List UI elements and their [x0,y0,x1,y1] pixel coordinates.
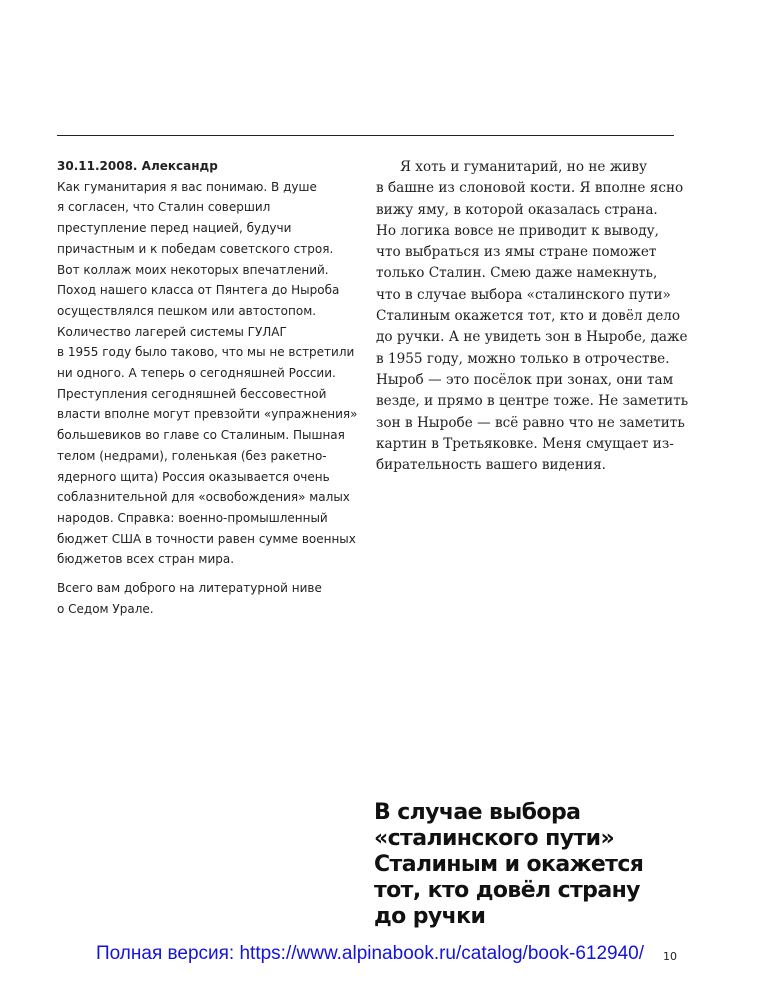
closing-line: Всего вам доброго на литературной ниве [57,581,322,596]
letter-line: бюджетов всех стран мира. [57,552,235,567]
pull-quote-line: до ручки [374,904,486,929]
reply-line: Сталиным окажется тот, кто и довёл дело [376,308,681,325]
reply-line: до ручки. А не увидеть зон в Ныробе, даже [376,329,688,346]
top-divider [57,135,674,136]
reply-line: Но логика вовсе не приводит к выводу, [376,222,659,239]
letter-line: Вот коллаж моих некоторых впечатлений. [57,262,329,277]
reply-line: что в случае выбора «сталинского пути» [376,286,671,303]
pull-quote [374,800,674,930]
reply-line: что выбраться из ямы стране поможет [376,244,657,261]
pull-quote-line: «сталинского пути» [374,826,615,851]
letter-line: в 1955 году было таково, что мы не встретили [57,345,355,360]
pull-quote-line: В случае выбора [374,800,581,825]
reply-line: в 1955 году, можно только в отрочестве. [376,350,670,367]
letter-line: осуществлялся пешком или автостопом. [57,303,317,318]
reply-line: зон в Ныробе — всё равно что не заметить [376,414,685,431]
letter-line: телом (недрами), голенькая (без ракетно- [57,448,327,463]
letter-line: ядерного щита) Россия оказывается очень [57,469,330,484]
letter-line: я согласен, что Сталин совершил [57,200,271,215]
pull-quote-line: тот, кто довёл страну [374,878,640,903]
letter-line: Преступления сегодняшней бессовестной [57,386,327,401]
letter-closing [57,578,357,619]
page-number: 10 [663,950,677,963]
letter-line: Поход нашего класса от Пянтега до Ныроба [57,283,340,298]
letter-line: власти вполне могут превзойти «упражнения» [57,407,358,422]
reply-line: Я хоть и гуманитарий, но не живу [400,159,647,175]
reply-column [376,157,689,476]
letter-heading: 30.11.2008. Александр [57,159,218,173]
letter-line: народов. Справка: военно-промышленный [57,510,328,525]
full-version-link[interactable]: Полная версия: https://www.alpinabook.ru/catalog/book-612940/ [96,943,645,964]
reply-line: в башне из слоновой кости. Я вполне ясно [376,180,684,197]
pull-quote-line: Сталиным и окажется [374,852,644,877]
letter-line: Как гуманитария я вас понимаю. В душе [57,179,317,194]
reply-line: Ныроб — это посёлок при зонах, они там [376,371,674,388]
letter-line: ни одного. А теперь о сегодняшней России. [57,366,336,381]
letter-line: большевиков во главе со Сталиным. Пышная [57,428,345,443]
letter-line: бюджет США в точности равен сумме военных [57,531,356,546]
reply-line: везде, и прямо в центре тоже. Не заметить [376,393,689,410]
letter-body [57,177,357,570]
letter-line: соблазнительной для «освобождения» малых [57,490,350,505]
letter-line: преступление перед нацией, будучи [57,221,292,236]
reply-line: бирательность вашего видения. [376,457,606,474]
letter-line: причастным и к победам советского строя. [57,241,334,256]
closing-line: о Седом Урале. [57,601,154,616]
reply-line: только Сталин. Смею даже намекнуть, [376,265,658,282]
reply-line: вижу яму, в которой оказалась страна. [376,201,658,218]
letter-line: Количество лагерей системы ГУЛАГ [57,324,287,339]
reply-line: картин в Третьяковке. Меня смущает из- [376,435,674,452]
letter-column [57,156,357,619]
